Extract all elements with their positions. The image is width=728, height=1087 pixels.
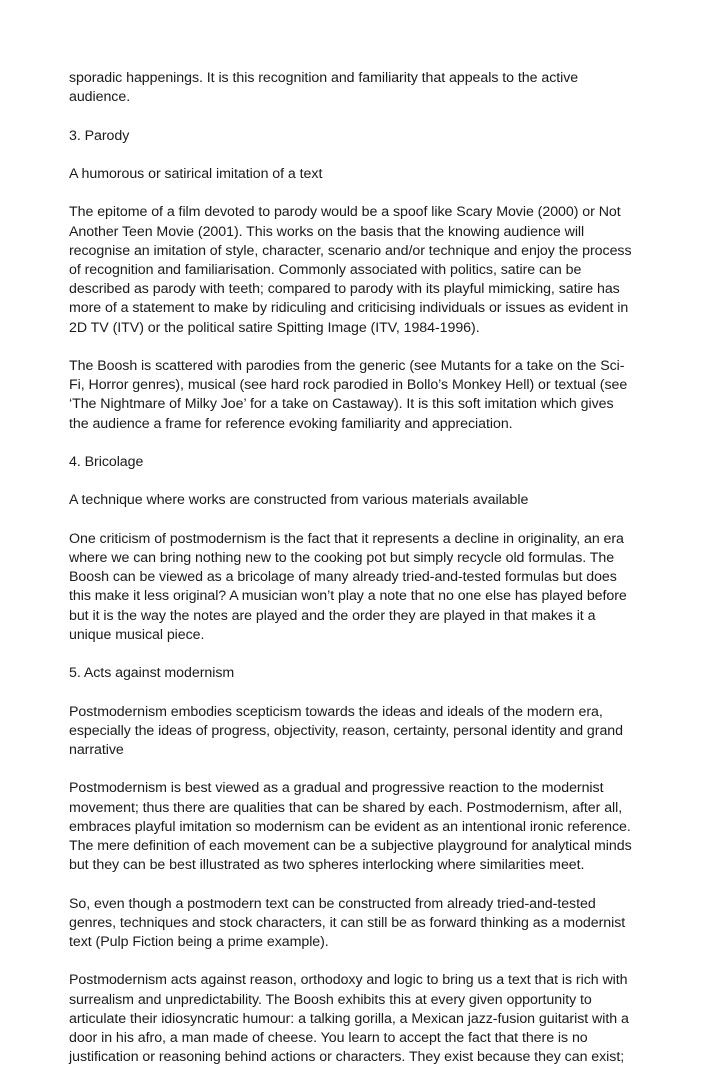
text-line: the audience a frame for reference evoking familiarity and appreciation. xyxy=(69,415,513,432)
text-line: narrative xyxy=(69,741,124,758)
document-body xyxy=(69,69,661,1067)
text-line: but they can be best illustrated as two spheres interlocking where similarities meet. xyxy=(69,857,585,874)
text-line: A humorous or satirical imitation of a text xyxy=(69,165,323,182)
section-heading-acts-against-modernism xyxy=(69,664,661,683)
text-line: Boosh can be viewed as a bricolage of many already tried-and-tested formulas but does xyxy=(69,569,617,586)
text-line: So, even though a postmodern text can be constructed from already tried-and-tested xyxy=(69,895,596,912)
text-line: this make it less original? A musician won’t play a note that no one else has played before xyxy=(69,588,627,605)
text-line: Postmodernism acts against reason, orthodoxy and logic to bring us a text that is rich with xyxy=(69,972,628,989)
text-line: described as parody with teeth; compared to parody with its playful mimicking, satire has xyxy=(69,281,620,298)
section-heading-bricolage xyxy=(69,453,661,472)
text-line: unique musical piece. xyxy=(69,626,205,643)
text-line: text (Pulp Fiction being a prime example). xyxy=(69,933,329,950)
document-page xyxy=(69,69,661,1087)
text-line: but it is the way the notes are played and the order they are played in that makes it a xyxy=(69,607,596,624)
bricolage-definition xyxy=(69,491,661,510)
parody-paragraph-1 xyxy=(69,203,661,337)
text-line: of recognition and familiarisation. Commonly associated with politics, satire can be xyxy=(69,261,582,278)
text-line: ‘The Nightmare of Milky Joe’ for a take on Castaway). It is this soft imitation which gives xyxy=(69,396,614,413)
parody-paragraph-2 xyxy=(69,357,661,434)
acts-against-modernism-definition xyxy=(69,703,661,761)
section-heading-text: 4. Bricolage xyxy=(69,453,144,470)
text-line: 2D TV (ITV) or the political satire Spitting Image (ITV, 1984-1996). xyxy=(69,319,480,336)
text-line: especially the ideas of progress, objectivity, reason, certainty, personal identity and grand xyxy=(69,722,623,739)
text-line: The mere definition of each movement can be a subjective playground for analytical minds xyxy=(69,837,632,854)
text-line: recognise an imitation of style, character, scenario and/or technique and enjoy the process xyxy=(69,242,632,259)
parody-definition xyxy=(69,165,661,184)
text-line: movement; thus there are qualities that can be shared by each. Postmodernism, after all, xyxy=(69,799,623,816)
text-line: surrealism and unpredictability. The Boosh exhibits this at every given opportunity to xyxy=(69,991,592,1008)
text-line: A technique where works are constructed from various materials available xyxy=(69,492,529,509)
bricolage-paragraph-1 xyxy=(69,530,661,645)
text-line: where we can bring nothing new to the cooking pot but simply recycle old formulas. The xyxy=(69,549,615,566)
text-line: The Boosh is scattered with parodies from the generic (see Mutants for a take on the Sci- xyxy=(69,357,625,374)
text-line: embraces playful imitation so modernism can be evident as an intentional ironic reference. xyxy=(69,818,631,835)
modernism-paragraph-2 xyxy=(69,895,661,953)
modernism-paragraph-1 xyxy=(69,779,661,875)
section-heading-text: 5. Acts against modernism xyxy=(69,665,235,682)
text-line: Postmodernism embodies scepticism towards the ideas and ideals of the modern era, xyxy=(69,703,603,720)
text-line: genres, techniques and stock characters, it can still be as forward thinking as a modernist xyxy=(69,914,626,931)
text-line: more of a statement to make by ridiculing and criticising individuals or issues as evident in xyxy=(69,300,629,317)
text-line: sporadic happenings. It is this recognition and familiarity that appeals to the active xyxy=(69,70,579,86)
text-line: articulate their idiosyncratic humour: a talking gorilla, a Mexican jazz-fusion guitarist with a xyxy=(69,1010,629,1027)
text-line: The epitome of a film devoted to parody would be a spoof like Scary Movie (2000) or Not xyxy=(69,204,621,221)
section-heading-text: 3. Parody xyxy=(69,127,130,144)
text-line: justification or reasoning behind actions or characters. They exist because they can exist; xyxy=(69,1049,625,1066)
text-line: Another Teen Movie (2001). This works on the basis that the knowing audience will xyxy=(69,223,585,240)
section-heading-parody xyxy=(69,127,661,146)
text-line: One criticism of postmodernism is the fact that it represents a decline in originality, an era xyxy=(69,530,624,547)
text-line: audience. xyxy=(69,89,131,106)
intro-paragraph-end xyxy=(69,69,661,107)
modernism-paragraph-3 xyxy=(69,971,661,1067)
text-line: Fi, Horror genres), musical (see hard rock parodied in Bollo’s Monkey Hell) or textual (see xyxy=(69,377,628,394)
text-line: door in his afro, a man made of cheese. You learn to accept the fact that there is no xyxy=(69,1029,588,1046)
text-line: Postmodernism is best viewed as a gradual and progressive reaction to the modernist xyxy=(69,780,604,797)
